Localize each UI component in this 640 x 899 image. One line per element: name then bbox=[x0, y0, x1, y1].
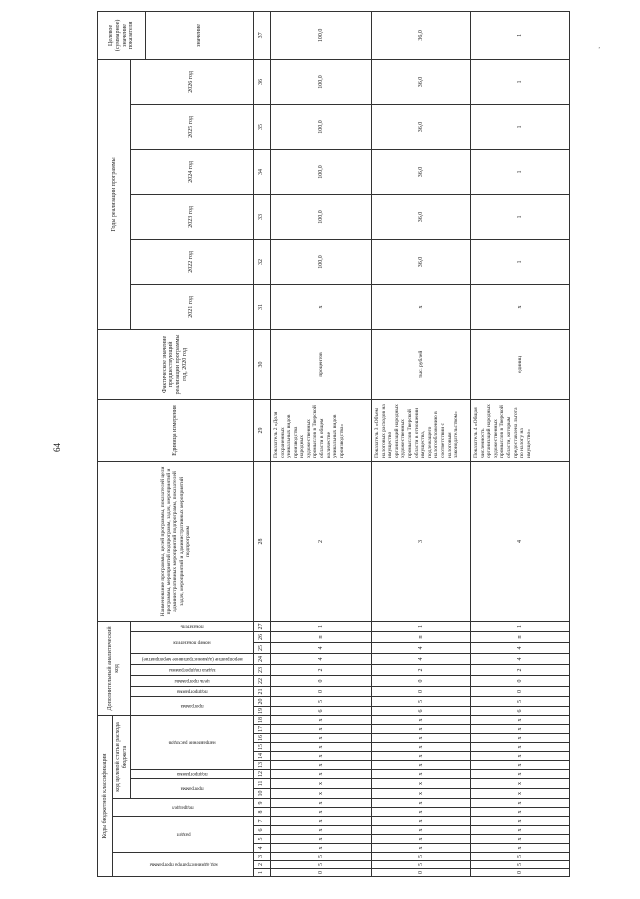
program-indicators-table bbox=[97, 11, 570, 877]
code-digit: х bbox=[470, 844, 569, 853]
code-digit: х bbox=[372, 734, 471, 743]
table-row bbox=[372, 11, 471, 876]
header-year-4: 2024 год bbox=[131, 149, 254, 194]
code-digit: 5 bbox=[372, 697, 471, 707]
code-digit: х bbox=[270, 779, 371, 789]
code-digit: х bbox=[270, 789, 371, 799]
code-digit: п bbox=[372, 632, 471, 643]
indicator-name: Показатель 4 «Общая численность организаций народных художественных промыслов в Тверской области, которым предоставлена льгота по налогу на имущество» bbox=[470, 399, 569, 461]
code-digit: 0 bbox=[270, 687, 371, 697]
code-digit: 0 bbox=[372, 676, 471, 687]
indicator-fact: х bbox=[270, 284, 371, 329]
code-digit: 0 bbox=[270, 676, 371, 687]
code-digit: х bbox=[372, 752, 471, 761]
code-digit: х bbox=[270, 716, 371, 725]
code-digit: х bbox=[470, 817, 569, 826]
code-digit: х bbox=[372, 770, 471, 779]
code-digit: х bbox=[270, 743, 371, 752]
year-value: 100,0 bbox=[270, 11, 371, 59]
column-number: 7 bbox=[253, 817, 270, 826]
code-digit: 2 bbox=[372, 665, 471, 676]
code-digit: 4 bbox=[372, 643, 471, 654]
column-number: 5 bbox=[253, 835, 270, 844]
code-digit: х bbox=[270, 752, 371, 761]
code-digit: х bbox=[270, 761, 371, 770]
header-target: Целевое (суммарное) значение показателя bbox=[98, 11, 146, 59]
code-digit: х bbox=[470, 826, 569, 835]
column-number: 25 bbox=[253, 643, 270, 654]
code-digit: 0 bbox=[372, 687, 471, 697]
year-value: 36,0 bbox=[372, 11, 471, 59]
code-digit: 0 bbox=[470, 869, 569, 877]
column-number: 8 bbox=[253, 808, 270, 817]
column-number: 6 bbox=[253, 826, 270, 835]
year-value: 36,0 bbox=[372, 194, 471, 239]
indicator-name: Показатель 2 «Доля сохраненных уникальных видов производства народных художественных промыслов в Тверской области в общем количестве уникальных видов производства» bbox=[270, 399, 371, 461]
code-digit: х bbox=[270, 725, 371, 734]
code-digit: 4 bbox=[270, 654, 371, 665]
code-digit: х bbox=[470, 734, 569, 743]
code-digit: х bbox=[372, 779, 471, 789]
year-value: 36,0 bbox=[372, 239, 471, 284]
code-digit: х bbox=[470, 743, 569, 752]
code-digit: х bbox=[372, 826, 471, 835]
column-number: 29 bbox=[253, 399, 270, 461]
header-year-5: 2025 год bbox=[131, 104, 254, 149]
column-number: 19 bbox=[253, 707, 270, 716]
header-year-6: 2026 год bbox=[131, 59, 254, 104]
column-number: 12 bbox=[253, 770, 270, 779]
rotated-table-canvas bbox=[97, 19, 570, 877]
page-number: 64 bbox=[52, 443, 62, 452]
indicator-fact: х bbox=[372, 284, 471, 329]
header-budget-codes: Коды бюджетной классификации bbox=[98, 716, 113, 877]
code-digit: 0 bbox=[470, 676, 569, 687]
header-extra-code: Дополнительный аналитический код bbox=[98, 621, 131, 715]
indicator-unit: процентов bbox=[270, 329, 371, 399]
year-value: 1 bbox=[470, 149, 569, 194]
code-digit: х bbox=[270, 826, 371, 835]
indicator-name: Показатель 3 «Объем налоговых расходов на имущество организаций народных художественных промыслов Тверской области в отношении имущества, подлежащего налогообложению в соответствии с налоговым законодательством» bbox=[372, 399, 471, 461]
header-e-indicator: показатель bbox=[131, 621, 254, 631]
code-digit: 0 bbox=[270, 869, 371, 877]
indicator-unit: тыс. рублей bbox=[372, 329, 471, 399]
header-e-activity: мероприятие (административное мероприятие) bbox=[131, 654, 254, 665]
header-unit: Единица измерения bbox=[98, 399, 254, 461]
code-digit: х bbox=[270, 844, 371, 853]
code-digit: х bbox=[270, 799, 371, 808]
header-year-2: 2022 год bbox=[131, 239, 254, 284]
code-digit: х bbox=[470, 716, 569, 725]
column-number: 15 bbox=[253, 743, 270, 752]
column-number: 11 bbox=[253, 779, 270, 789]
header-podrazdel: подраздел bbox=[113, 799, 254, 817]
code-digit: 5 bbox=[270, 853, 371, 861]
column-number: 37 bbox=[253, 11, 270, 59]
column-number: 2 bbox=[253, 861, 270, 869]
code-digit: х bbox=[470, 770, 569, 779]
code-digit: 4 bbox=[372, 654, 471, 665]
code-digit: х bbox=[372, 817, 471, 826]
header-year-3: 2023 год bbox=[131, 194, 254, 239]
code-digit: 5 bbox=[470, 697, 569, 707]
column-number: 18 bbox=[253, 716, 270, 725]
code-digit: 0 bbox=[470, 687, 569, 697]
year-value: 1 bbox=[470, 11, 569, 59]
code-digit: 4 bbox=[470, 643, 569, 654]
column-number: 14 bbox=[253, 752, 270, 761]
year-value: 1 bbox=[470, 104, 569, 149]
column-number: 10 bbox=[253, 789, 270, 799]
column-number: 36 bbox=[253, 59, 270, 104]
column-number: 9 bbox=[253, 799, 270, 808]
code-digit: х bbox=[470, 725, 569, 734]
column-number: 17 bbox=[253, 725, 270, 734]
column-number: 23 bbox=[253, 665, 270, 676]
year-value: 100,0 bbox=[270, 104, 371, 149]
column-number: 3 bbox=[253, 853, 270, 861]
year-value: 1 bbox=[470, 59, 569, 104]
code-digit: х bbox=[470, 752, 569, 761]
code-digit: 1 bbox=[470, 621, 569, 631]
code-digit: х bbox=[372, 789, 471, 799]
code-digit: х bbox=[470, 808, 569, 817]
code-digit: х bbox=[270, 734, 371, 743]
code-digit: 5 bbox=[470, 853, 569, 861]
column-number-row bbox=[253, 11, 270, 876]
table-row bbox=[270, 11, 371, 876]
column-number: 32 bbox=[253, 239, 270, 284]
column-number: 33 bbox=[253, 194, 270, 239]
column-number: 1 bbox=[253, 869, 270, 877]
year-value: 1 bbox=[470, 194, 569, 239]
header-program: программа bbox=[131, 779, 254, 799]
code-digit: 6 bbox=[372, 707, 471, 716]
code-digit: п bbox=[470, 632, 569, 643]
column-number: 13 bbox=[253, 761, 270, 770]
code-digit: х bbox=[372, 799, 471, 808]
code-digit: 4 bbox=[470, 461, 569, 621]
header-fact: Фактическое значение предшествующий реализации программы год, 2020 год bbox=[98, 329, 254, 399]
year-value: 1 bbox=[470, 239, 569, 284]
column-number: 20 bbox=[253, 697, 270, 707]
code-digit: х bbox=[470, 799, 569, 808]
year-value: 100,0 bbox=[270, 194, 371, 239]
header-year-1: 2021 год bbox=[131, 284, 254, 329]
column-number: 16 bbox=[253, 734, 270, 743]
code-digit: х bbox=[372, 743, 471, 752]
header-subprogram: подпрограмма bbox=[131, 770, 254, 779]
header-e-goal: цель программы bbox=[131, 676, 254, 687]
column-number: 21 bbox=[253, 687, 270, 697]
code-digit: 2 bbox=[470, 665, 569, 676]
indicator-unit: единиц bbox=[470, 329, 569, 399]
code-digit: х bbox=[372, 835, 471, 844]
header-e-task: задача подпрограммы bbox=[131, 665, 254, 676]
code-digit: х bbox=[372, 761, 471, 770]
code-digit: п bbox=[270, 632, 371, 643]
code-digit: х bbox=[470, 761, 569, 770]
code-digit: 2 bbox=[270, 461, 371, 621]
code-digit: х bbox=[470, 779, 569, 789]
column-number: 22 bbox=[253, 676, 270, 687]
code-digit: х bbox=[270, 817, 371, 826]
code-digit: 5 bbox=[372, 853, 471, 861]
code-digit: х bbox=[270, 770, 371, 779]
column-number: 31 bbox=[253, 284, 270, 329]
code-digit: 1 bbox=[270, 621, 371, 631]
column-number: 4 bbox=[253, 844, 270, 853]
code-digit: х bbox=[372, 808, 471, 817]
code-digit: 4 bbox=[470, 654, 569, 665]
corner-mark: ʼ bbox=[598, 46, 601, 54]
header-razdel: раздел bbox=[113, 817, 254, 853]
code-digit: х bbox=[270, 835, 371, 844]
code-digit: 5 bbox=[270, 697, 371, 707]
indicator-fact: х bbox=[470, 284, 569, 329]
code-digit: х bbox=[372, 725, 471, 734]
year-value: 100,0 bbox=[270, 149, 371, 194]
code-digit: 2 bbox=[270, 665, 371, 676]
code-digit: 5 bbox=[270, 861, 371, 869]
column-number: 27 bbox=[253, 621, 270, 631]
column-number: 24 bbox=[253, 654, 270, 665]
code-digit: 3 bbox=[372, 461, 471, 621]
header-years: Годы реализации программы bbox=[98, 59, 131, 329]
column-number: 35 bbox=[253, 104, 270, 149]
code-digit: х bbox=[270, 808, 371, 817]
header-direction: направление расходов bbox=[131, 716, 254, 770]
year-value: 36,0 bbox=[372, 59, 471, 104]
code-digit: 0 bbox=[372, 869, 471, 877]
code-digit: 5 bbox=[470, 861, 569, 869]
code-digit: 4 bbox=[270, 643, 371, 654]
code-digit: х bbox=[470, 789, 569, 799]
table-row bbox=[470, 11, 569, 876]
year-value: 100,0 bbox=[270, 239, 371, 284]
code-digit: 6 bbox=[470, 707, 569, 716]
code-digit: х bbox=[372, 844, 471, 853]
code-digit: 1 bbox=[372, 621, 471, 631]
code-digit: 6 bbox=[270, 707, 371, 716]
column-number: 26 bbox=[253, 632, 270, 643]
code-digit: х bbox=[470, 835, 569, 844]
year-value: 36,0 bbox=[372, 149, 471, 194]
header-e-subprogram: подпрограмма bbox=[131, 687, 254, 697]
header-name: Наименование программы, целей программы, показателей цели программы, мероприятий подпрограмм, задач, мероприятий и административных мероприятий подпрограмм, показателей задач, мероприятий и административных мероприятий подпрограмм bbox=[98, 461, 254, 621]
header-e-number: номер показателя bbox=[131, 632, 254, 654]
code-digit: 5 bbox=[372, 861, 471, 869]
column-number: 34 bbox=[253, 149, 270, 194]
year-value: 36,0 bbox=[372, 104, 471, 149]
code-digit: х bbox=[372, 716, 471, 725]
header-admin-code: код администратора программы bbox=[113, 853, 254, 877]
header-e-program: программа bbox=[131, 697, 254, 716]
column-number: 30 bbox=[253, 329, 270, 399]
header-budget-sub: код целевой статьи расхода бюджета bbox=[113, 716, 131, 799]
rotated-table-frame bbox=[97, 19, 570, 877]
header-target-sub: значение bbox=[146, 11, 254, 59]
year-value: 100,0 bbox=[270, 59, 371, 104]
column-number: 28 bbox=[253, 461, 270, 621]
